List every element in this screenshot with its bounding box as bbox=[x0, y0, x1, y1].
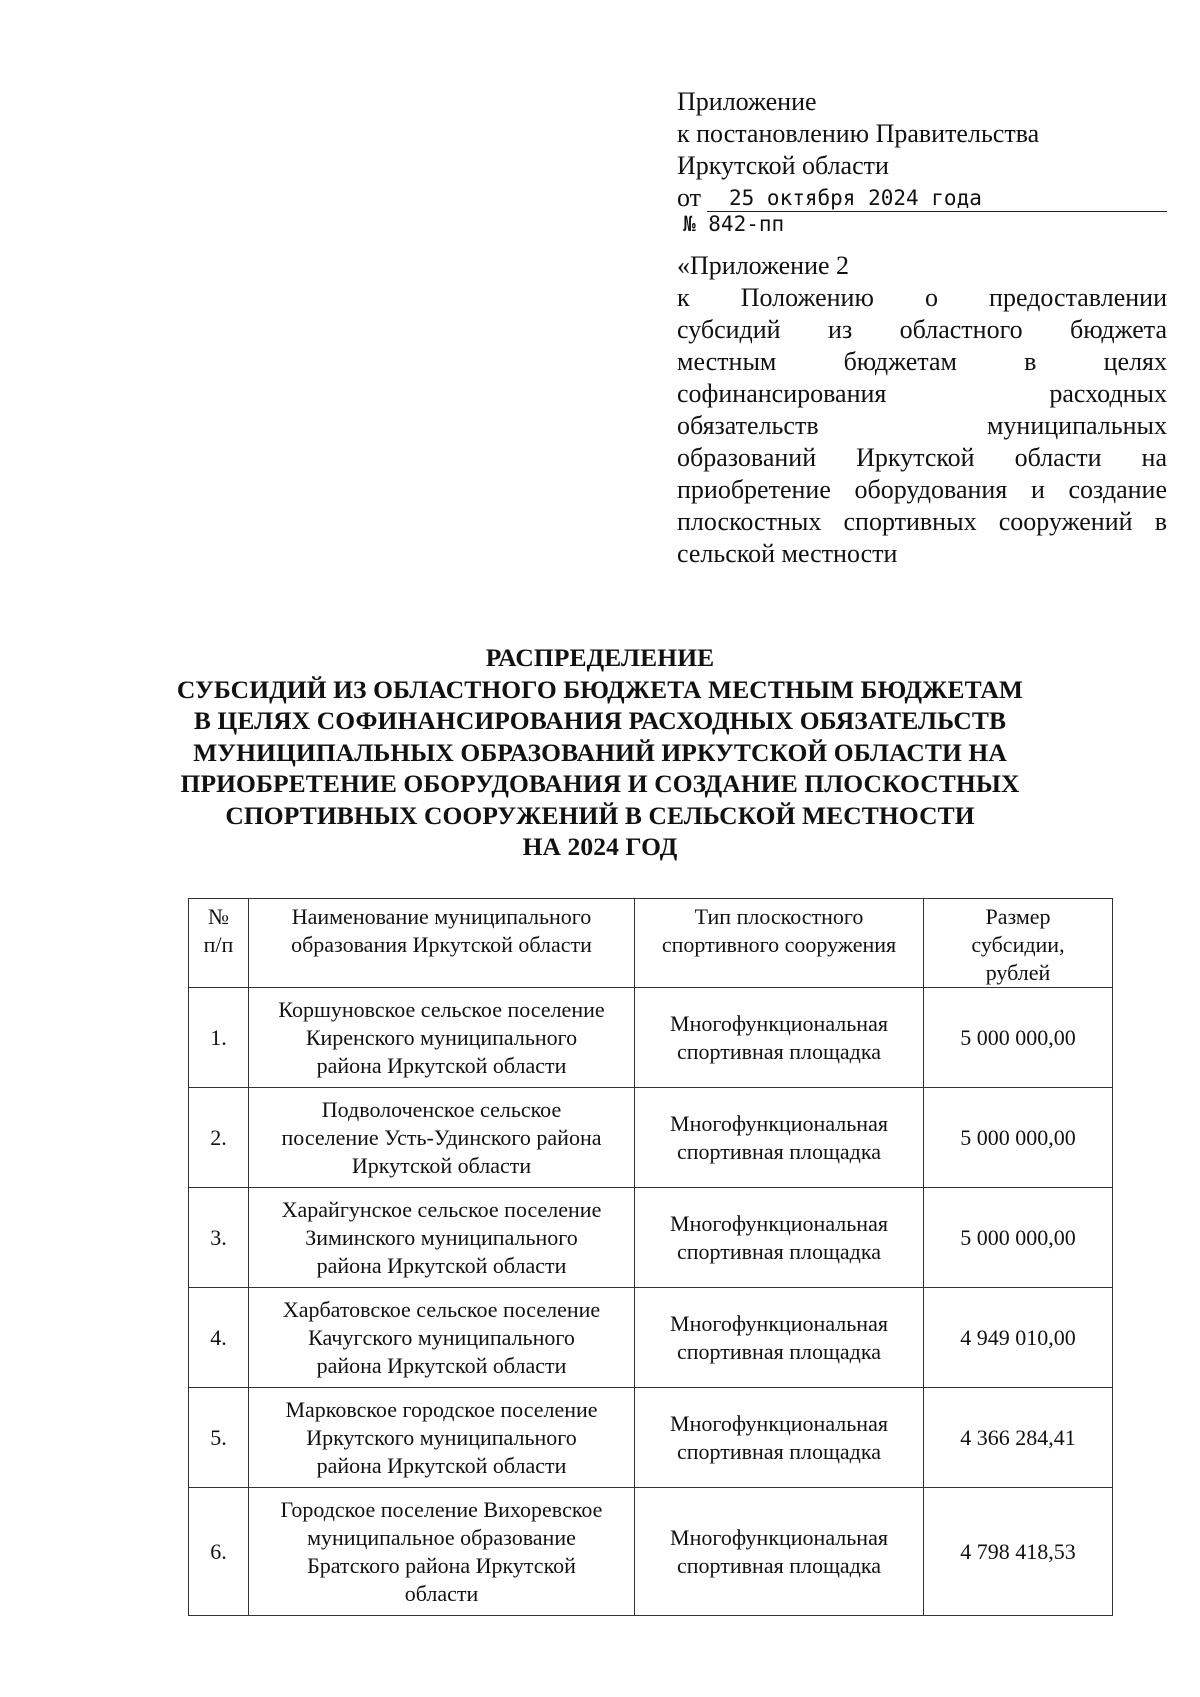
title-line: РАСПРЕДЕЛЕНИЕ bbox=[485, 643, 715, 672]
appendix-line: к постановлению Правительства bbox=[677, 119, 1040, 148]
row-number: 6. bbox=[189, 1488, 249, 1616]
title-line: СУБСИДИЙ ИЗ ОБЛАСТНОГО БЮДЖЕТА МЕСТНЫМ БЮДЖЕТАМ bbox=[176, 674, 1024, 704]
row-facility-type: Многофункциональная спортивная площадка bbox=[635, 1288, 924, 1388]
row-subsidy-amount: 5 000 000,00 bbox=[924, 1188, 1113, 1288]
subsidy-table bbox=[188, 898, 1113, 1616]
resolution-date-row bbox=[677, 182, 1167, 214]
resolution-number: № 842-пп bbox=[683, 212, 785, 236]
title-line: НА 2024 ГОД bbox=[522, 832, 678, 861]
row-subsidy-amount: 5 000 000,00 bbox=[924, 1088, 1113, 1188]
row-municipality-name: Городское поселение Вихоревское муниципальное образование Братского района Иркутской области bbox=[249, 1488, 635, 1616]
row-number: 4. bbox=[189, 1288, 249, 1388]
header-facility-type: Тип плоскостного спортивного сооружения bbox=[635, 899, 924, 988]
row-facility-type: Многофункциональная спортивная площадка bbox=[635, 988, 924, 1088]
row-municipality-name: Харбатовское сельское поселение Качугского муниципального района Иркутской области bbox=[249, 1288, 635, 1388]
table-row bbox=[189, 988, 1113, 1088]
appendix-2-line: обязательств муниципальных bbox=[677, 411, 1167, 440]
header-municipality-name: Наименование муниципального образования Иркутской области bbox=[249, 899, 635, 988]
title-line: МУНИЦИПАЛЬНЫХ ОБРАЗОВАНИЙ ИРКУТСКОЙ ОБЛАСТИ НА bbox=[193, 737, 1007, 767]
row-facility-type: Многофункциональная спортивная площадка bbox=[635, 1088, 924, 1188]
row-subsidy-amount: 4 366 284,41 bbox=[924, 1388, 1113, 1488]
row-number: 1. bbox=[189, 988, 249, 1088]
title-line: В ЦЕЛЯХ СОФИНАНСИРОВАНИЯ РАСХОДНЫХ ОБЯЗАТЕЛЬСТВ bbox=[193, 706, 1007, 735]
date-prefix: от bbox=[677, 183, 702, 212]
appendix-block bbox=[677, 86, 1167, 570]
row-facility-type: Многофункциональная спортивная площадка bbox=[635, 1388, 924, 1488]
appendix-2-block bbox=[677, 250, 1167, 570]
row-subsidy-amount: 5 000 000,00 bbox=[924, 988, 1113, 1088]
title-line: ПРИОБРЕТЕНИЕ ОБОРУДОВАНИЯ И СОЗДАНИЕ ПЛОСКОСТНЫХ bbox=[180, 769, 1020, 798]
appendix-2-line: субсидий из областного бюджета bbox=[677, 315, 1167, 344]
appendix-2-line: сельской местности bbox=[677, 539, 898, 568]
row-subsidy-amount: 4 798 418,53 bbox=[924, 1488, 1113, 1616]
appendix-2-line: образований Иркутской области на bbox=[677, 443, 1167, 472]
row-number: 5. bbox=[189, 1388, 249, 1488]
row-number: 2. bbox=[189, 1088, 249, 1188]
row-facility-type: Многофункциональная спортивная площадка bbox=[635, 1488, 924, 1616]
table-header-row bbox=[189, 899, 1113, 988]
row-municipality-name: Подволоченское сельское поселение Усть-Удинского района Иркутской области bbox=[249, 1088, 635, 1188]
appendix-2-line: плоскостных спортивных сооружений в bbox=[677, 507, 1167, 536]
appendix-2-line: софинансирования расходных bbox=[677, 379, 1167, 408]
table-row bbox=[189, 1288, 1113, 1388]
appendix-2-line: местным бюджетам в целях bbox=[677, 347, 1167, 376]
header-subsidy-amount: Размер субсидии, рублей bbox=[924, 899, 1113, 988]
row-municipality-name: Харайгунское сельское поселение Зиминского муниципального района Иркутской области bbox=[249, 1188, 635, 1288]
row-facility-type: Многофункциональная спортивная площадка bbox=[635, 1188, 924, 1288]
header-number: № п/п bbox=[189, 899, 249, 988]
table-row bbox=[189, 1388, 1113, 1488]
row-municipality-name: Коршуновское сельское поселение Киренского муниципального района Иркутской области bbox=[249, 988, 635, 1088]
row-number: 3. bbox=[189, 1188, 249, 1288]
appendix-line: Иркутской области bbox=[677, 151, 889, 180]
row-municipality-name: Марковское городское поселение Иркутского муниципального района Иркутской области bbox=[249, 1388, 635, 1488]
table-row bbox=[189, 1488, 1113, 1616]
resolution-date: 25 октября 2024 года bbox=[707, 186, 1167, 212]
table-row bbox=[189, 1088, 1113, 1188]
table-row bbox=[189, 1188, 1113, 1288]
appendix-2-line: приобретение оборудования и создание bbox=[677, 475, 1167, 504]
title-line: СПОРТИВНЫХ СООРУЖЕНИЙ В СЕЛЬСКОЙ МЕСТНОСТИ bbox=[225, 800, 975, 830]
appendix-2-title: «Приложение 2 bbox=[677, 251, 850, 280]
row-subsidy-amount: 4 949 010,00 bbox=[924, 1288, 1113, 1388]
appendix-2-line: к Положению о предоставлении bbox=[677, 283, 1167, 312]
appendix-line: Приложение bbox=[677, 87, 817, 116]
document-title bbox=[150, 642, 1050, 863]
